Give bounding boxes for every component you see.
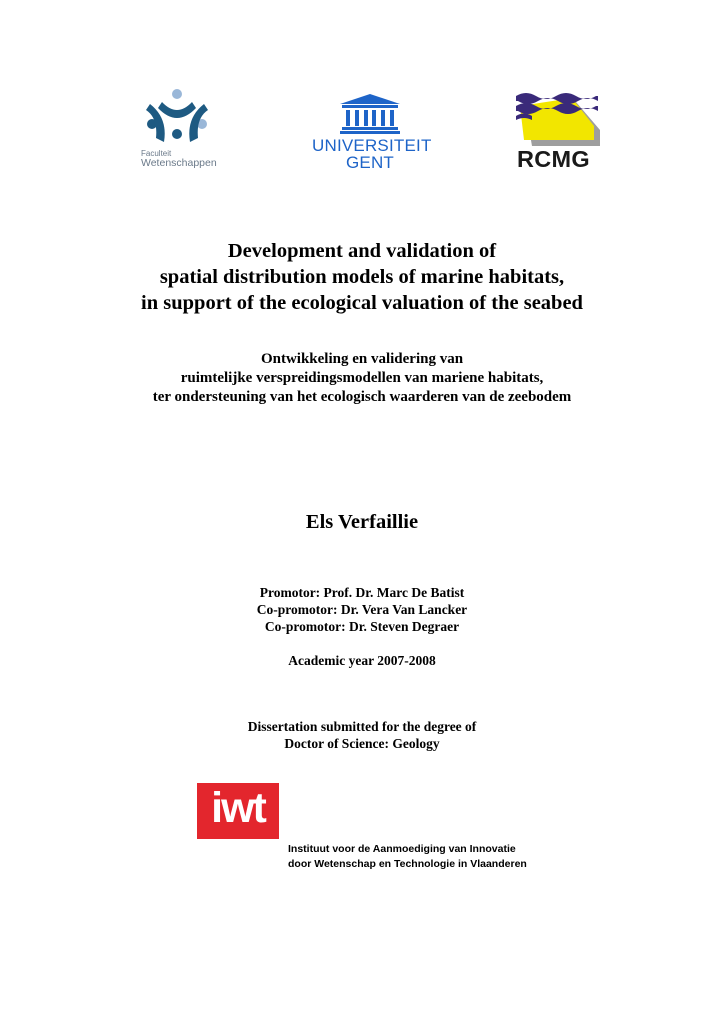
academic-year: Academic year 2007-2008	[288, 653, 436, 668]
waves-seabed-icon	[516, 90, 602, 146]
title-line-2: spatial distribution models of marine habitats,	[159, 266, 565, 288]
temple-building-icon	[338, 92, 402, 134]
title-line-3: in support of the ecological valuation of the seabed	[141, 292, 583, 314]
promotor: Promotor: Prof. Dr. Marc De Batist	[259, 585, 465, 600]
faculty-label-line1: Faculteit	[141, 149, 172, 158]
ugent-label-line1: UNIVERSITEIT	[312, 136, 432, 155]
rcmg-label: RCMG	[517, 146, 590, 172]
iwt-institute-name	[288, 842, 527, 872]
ugent-label-line2: GENT	[345, 153, 395, 172]
promotors	[0, 584, 724, 635]
iwt-institute-line-2: door Wetenschap en Technologie in Vlaanderen	[288, 858, 527, 870]
copromotor-2: Co-promotor: Dr. Steven Degraer	[264, 619, 460, 634]
thesis-subtitle	[0, 350, 724, 407]
iwt-logo	[197, 783, 279, 839]
subtitle-line-1: Ontwikkeling en validering van	[260, 351, 464, 367]
iwt-logo-text: iwt	[211, 784, 265, 832]
copromotor-1: Co-promotor: Dr. Vera Van Lancker	[256, 602, 468, 617]
dissertation-line-2: Doctor of Science: Geology	[284, 736, 440, 751]
title-line-1: Development and validation of	[227, 240, 497, 262]
subtitle-line-3: ter ondersteuning van het ecologisch waarderen van de zeebodem	[152, 389, 572, 405]
subtitle-line-2: ruimtelijke verspreidingsmodellen van mariene habitats,	[180, 370, 544, 386]
faculty-figures-icon	[142, 88, 212, 146]
ugent-logo	[312, 92, 432, 174]
thesis-title	[0, 238, 724, 316]
author-name: Els Verfaillie	[305, 511, 419, 533]
rcmg-logo	[516, 90, 602, 174]
dissertation-line-1: Dissertation submitted for the degree of	[247, 719, 477, 734]
dissertation-statement	[0, 718, 724, 752]
faculty-label-line2: Wetenschappen	[141, 157, 217, 169]
faculty-logo	[138, 88, 218, 172]
iwt-institute-line-1: Instituut voor de Aanmoediging van Innovatie	[288, 843, 516, 855]
